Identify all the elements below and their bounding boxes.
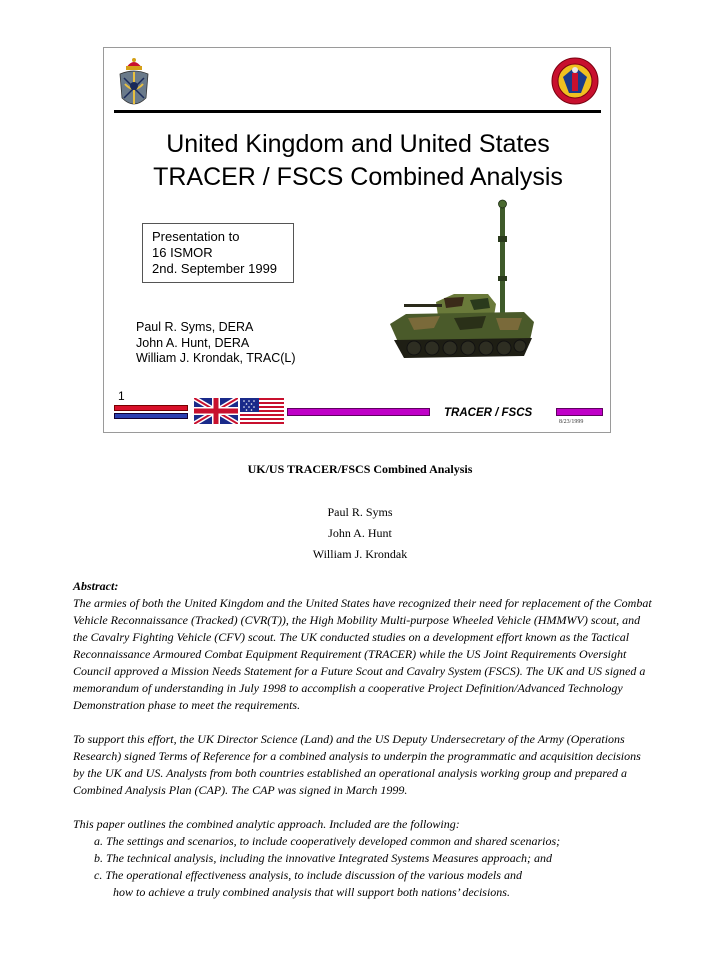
list-item: b. The technical analysis, including the innovative Integrated Systems Measures approach; and (94, 851, 553, 865)
slide-date: 8/23/1999 (559, 419, 584, 425)
slide-title-line-2: TRACER / FSCS Combined Analysis (153, 163, 563, 191)
uk-defence-crest-icon (116, 54, 152, 114)
footer-bar-magenta-long (287, 408, 430, 416)
slide-page-number: 1 (118, 389, 125, 403)
list-item: c. The operational effectiveness analysis, to include discussion of the various models and (94, 868, 522, 882)
abstract-heading: Abstract: (73, 579, 119, 593)
armoured-vehicle-image (384, 194, 544, 364)
uk-flag-icon (194, 398, 238, 424)
slide-author: William J. Krondak, TRAC(L) (136, 351, 296, 365)
abstract-paragraph-2: To support this effort, the UK Director Science (Land) and the US Deputy Undersecretary of the Army (Operations Research) signed Terms of Reference for a combined analysis to underpin the programmatic and acquisition decisions by the UK and US. Analysts from both countries established an operational analysis working group and prepared a Combined Analysis Plan (CAP). The CAP was signed in March 1999. (73, 732, 641, 797)
list-item-continuation: how to achieve a truly combined analysis that will support both nations’ decisions. (113, 885, 510, 899)
slide-author: John A. Hunt, DERA (136, 335, 250, 350)
paper-title: UK/US TRACER/FSCS Combined Analysis (247, 462, 473, 476)
footer-bar-red (114, 405, 188, 411)
slide-title (104, 128, 612, 194)
paper-author: William J. Krondak (312, 547, 408, 561)
abstract-paragraph-3: This paper outlines the combined analytic approach. Included are the following: (73, 817, 460, 831)
paper-author: Paul R. Syms (327, 505, 393, 519)
footer-bar-blue (114, 413, 188, 419)
presentation-line: Presentation to (152, 229, 240, 244)
slide-title-line-1: United Kingdom and United States (166, 130, 550, 158)
footer-bar-magenta-short (556, 408, 603, 416)
presentation-line: 16 ISMOR (152, 245, 213, 260)
abstract-paragraph-1: The armies of both the United Kingdom and the United States have recognized their need for replacement of the Combat Vehicle Reconnaissance (Tracked) (CVR(T)), the High Mobility Multi-purpose Wheeled Vehicle (HMMWV) scout, and the Cavalry Fighting Vehicle (CFV) scout. The UK conducted studies on a development effort known as the Tactical Reconnaissance Armoured Combat Equipment Requirement (TRACER) while the US Joint Requirements Oversight Council approved a Mission Needs Statement for a Future Scout and Cavalry System (FSCS). The UK and US signed a memorandum of understanding in July 1998 to accomplish a cooperative Project Definition/Advanced Technology Demonstration phase to meet the requirements. (73, 596, 652, 712)
us-army-crest-icon (551, 55, 599, 107)
paper-author: John A. Hunt (328, 526, 392, 540)
paper-authors (0, 502, 720, 565)
presentation-box (142, 223, 294, 283)
list-item: a. The settings and scenarios, to include cooperatively developed common and shared scenarios; (94, 834, 561, 848)
us-flag-icon (240, 398, 284, 424)
presentation-line: 2nd. September 1999 (152, 261, 278, 276)
abstract (73, 578, 653, 901)
slide-author: Paul R. Syms, DERA (136, 320, 254, 334)
slide-authors (136, 320, 296, 367)
title-slide (103, 47, 611, 433)
title-rule (114, 110, 601, 113)
footer-tracer-label: TRACER / FSCS (444, 407, 533, 419)
